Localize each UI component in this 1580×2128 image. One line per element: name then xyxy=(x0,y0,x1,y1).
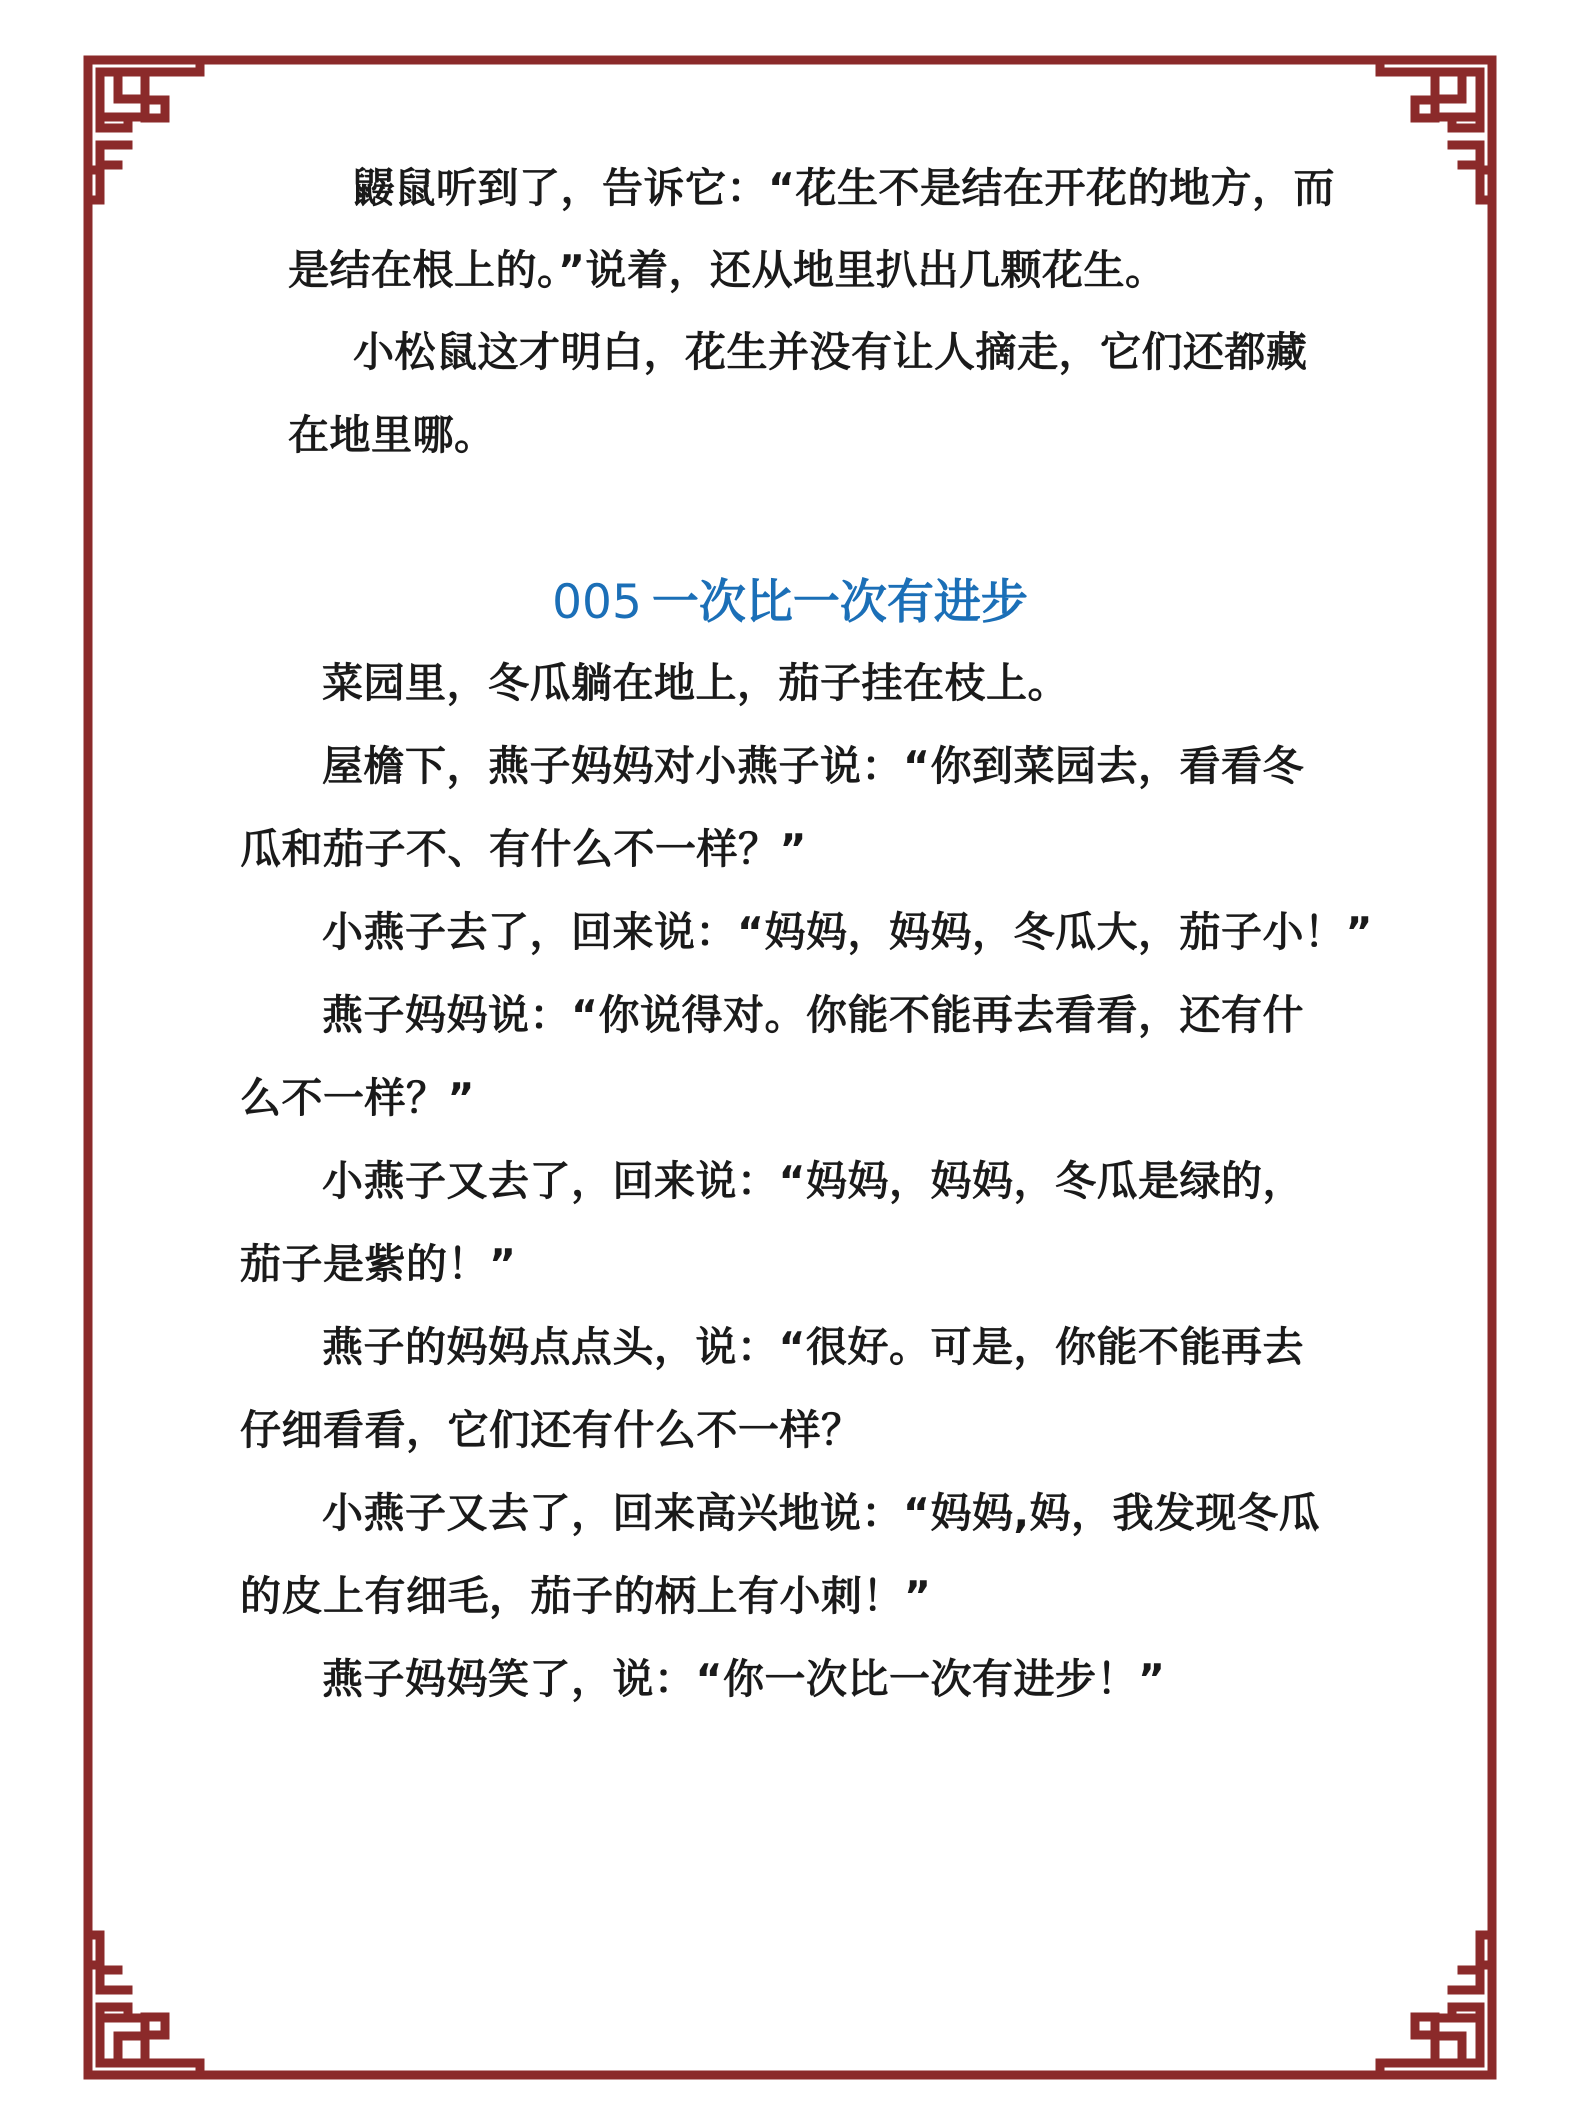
paragraph-line: 的皮上有细毛，茄子的柄上有小刺！” xyxy=(240,1572,932,1620)
paragraph-line: 菜园里，冬瓜躺在地上，茄子挂在枝上。 xyxy=(322,659,1069,707)
section-title xyxy=(0,575,1580,631)
paragraph-line: 小燕子去了，回来说：“妈妈，妈妈，冬瓜大，茄子小！” xyxy=(322,908,1373,956)
paragraph-line: 么不一样？” xyxy=(240,1074,475,1122)
paragraph-line: 小燕子又去了，回来说：“妈妈，妈妈，冬瓜是绿的， xyxy=(322,1157,1304,1205)
paragraph-line: 屋檐下，燕子妈妈对小燕子说：“你到菜园去，看看冬 xyxy=(322,742,1304,790)
paragraph-line: 是结在根上的。”说着，还从地里扒出几颗花生。 xyxy=(288,246,1167,294)
paragraph-line: 燕子妈妈笑了，说：“你一次比一次有进步！” xyxy=(322,1655,1166,1703)
paragraph-line: 在地里哪。 xyxy=(288,411,496,459)
paragraph-line: 瓜和茄子不、有什么不一样？” xyxy=(240,825,807,873)
paragraph-line: 仔细看看，它们还有什么不一样？ xyxy=(240,1406,863,1454)
paragraph-line: 小松鼠这才明白，花生并没有让人摘走，它们还都藏 xyxy=(353,328,1308,376)
section-number: 005 xyxy=(552,575,642,630)
paragraph-line: 小燕子又去了，回来高兴地说：“妈妈,妈，我发现冬瓜 xyxy=(322,1489,1321,1537)
paragraph-line: 燕子妈妈说：“你说得对。你能不能再去看看，还有什 xyxy=(322,991,1304,1039)
paragraph-line: 鼹鼠听到了，告诉它：“花生不是结在开花的地方，而 xyxy=(353,164,1335,212)
paragraph-line: 燕子的妈妈点点头，说：“很好。可是，你能不能再去 xyxy=(322,1323,1304,1371)
section-heading-text: 一次比一次有进步 xyxy=(651,575,1028,630)
paragraph-line: 茄子是紫的！” xyxy=(240,1240,517,1288)
